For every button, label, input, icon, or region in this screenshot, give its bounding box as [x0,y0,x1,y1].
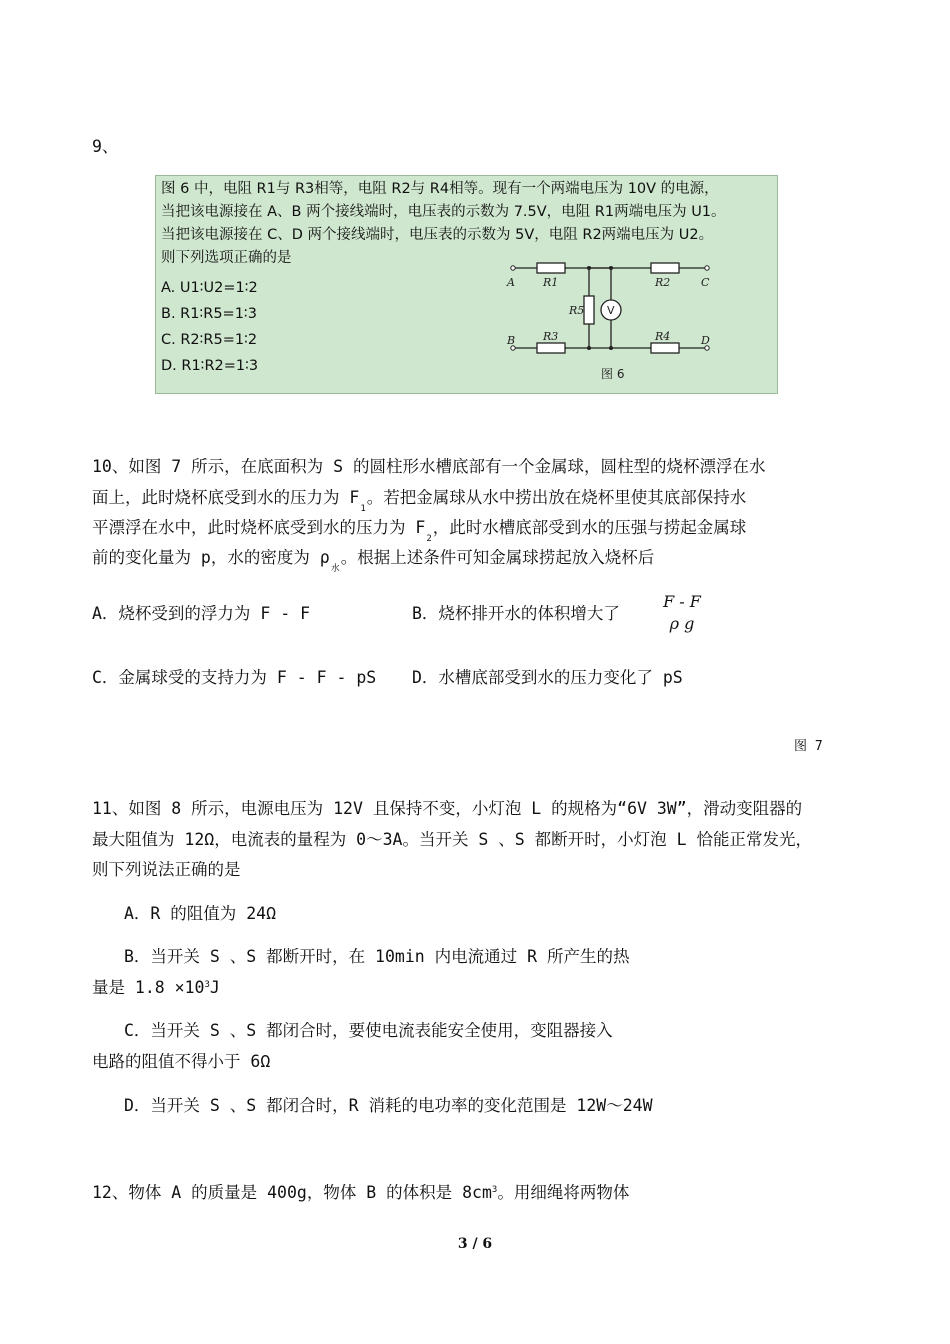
figure-7-label: 图 7 [794,739,823,754]
figure-6-box [155,175,778,394]
q12-line-1: 12、物体 A 的质量是 400g，物体 B 的体积是 $8cm^3$。用细绳将两物体 [92,1183,630,1202]
q11-line-1: 11、如图 8 所示，电源电压为 12V 且保持不变，小灯泡 L 的规格为“6V 3W”，滑动变阻器的 [92,799,803,818]
q9-option-d: D. R1∶R2=1∶3 [161,358,259,374]
q9-option-a: A. U1∶U2=1∶2 [161,280,258,296]
q9-line-3: 当把该电源接在 C、D 两个接线端时，电压表的示数为 5V，电阻 R2两端电压为 U2。 [161,227,714,243]
q11-option-a: A．R 的阻值为 24Ω [124,904,277,923]
resistor-r1-label: R1 [543,276,559,289]
q9-line-4: 则下列选项正确的是 [161,250,292,266]
question-9-number: 9、 [92,137,119,156]
q10-option-a: A．烧杯受到的浮力为 F - F [92,604,311,623]
q11-option-c-line-1: C．当开关 S 、S 都闭合时，要使电流表能安全使用，变阻器接入 [124,1021,613,1040]
q10-line-4: 前的变化量为 p，水的密度为 $\rho_水$。根据上述条件可知金属球捞起放入烧杯后 [92,548,655,574]
q9-line-1: 图 6 中，电阻 R1与 R3相等，电阻 R2与 R4相等。现有一个两端电压为 10V 的电源， [161,181,719,197]
resistor-r5-label: R5 [569,304,585,317]
q11-option-b-line-2: 量是 $1.8 \times 10^3J$ [92,978,220,997]
resistor-r2-label: R2 [655,276,671,289]
q10-option-b: B．烧杯排开水的体积增大了 [412,604,620,623]
q11-line-2: 最大阻值为 12Ω，电流表的量程为 0～3A。当开关 S 、S 都断开时，小灯泡 L 恰能正常发光， [92,830,812,849]
fraction-denominator: ρ g [669,614,695,633]
q11-option-b-line-1: B．当开关 S 、S 都断开时，在 10min 内电流通过 R 所产生的热 [124,947,630,966]
q10-option-b-fraction [652,592,712,633]
page-number: 3 / 6 [457,1236,493,1252]
terminal-d-label: D [701,334,710,347]
figure-6-caption: 图 6 [601,367,625,381]
resistor-r3-label: R3 [543,330,559,343]
terminal-c-label: C [701,276,710,289]
q11-line-3: 则下列说法正确的是 [92,860,241,879]
q10-line-3: 平漂浮在水中，此时烧杯底受到水的压力为 $F_2$，此时水槽底部受到水的压强与捞起金属球 [92,518,747,544]
fraction-numerator: F - F [663,592,701,611]
q10-line-2: 面上，此时烧杯底受到水的压力为 $F_1$。若把金属球从水中捞出放在烧杯里使其底部保持水 [92,488,747,514]
q11-option-c-line-2: 电路的阻值不得小于 6Ω [92,1052,271,1071]
circuit-diagram [501,256,721,386]
q10-option-c: C．金属球受的支持力为 F - F - pS [92,668,377,687]
terminal-b-label: B [507,334,516,347]
q9-option-c: C. R2∶R5=1∶2 [161,332,258,348]
voltmeter-icon: V [607,304,615,317]
q10-option-d: D．水槽底部受到水的压力变化了 pS [412,668,683,687]
q9-line-2: 当把该电源接在 A、B 两个接线端时，电压表的示数为 7.5V，电阻 R1两端电压为 U1。 [161,204,726,220]
q9-option-b: B. R1∶R5=1∶3 [161,306,257,322]
resistor-r4-label: R4 [655,330,671,343]
q11-option-d: D．当开关 S 、S 都闭合时，R 消耗的电功率的变化范围是 12W～24W [124,1096,653,1115]
terminal-a-label: A [507,276,515,289]
q10-line-1: 10、如图 7 所示，在底面积为 S 的圆柱形水槽底部有一个金属球，圆柱型的烧杯漂浮在水 [92,457,766,476]
